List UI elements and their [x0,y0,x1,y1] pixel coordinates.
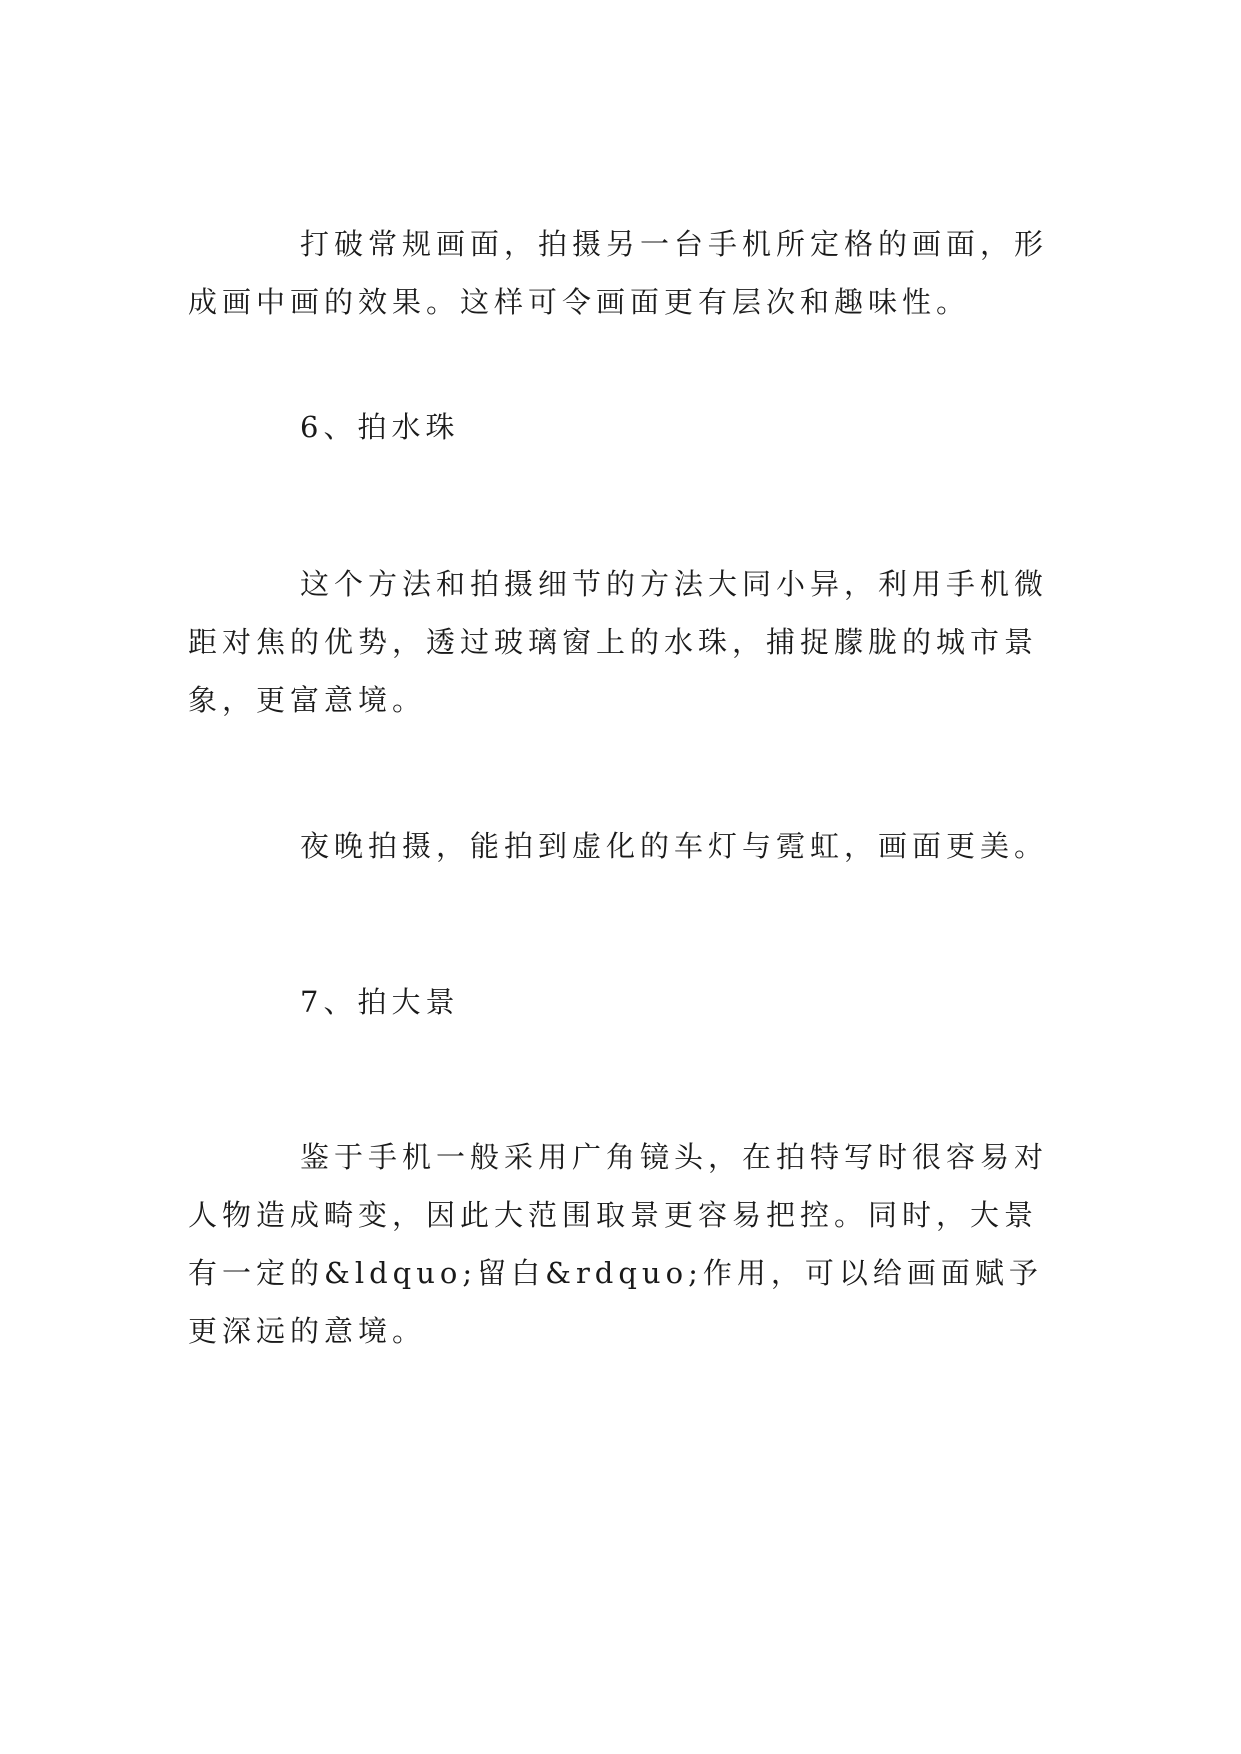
paragraph-picture-in-picture: 打破常规画面，拍摄另一台手机所定格的画面，形成画中画的效果。这样可令画面更有层次和趣味性。 [188,227,1049,319]
section-heading-landscape: 7、拍大景 [300,985,460,1019]
paragraph-landscape: 鉴于手机一般采用广角镜头，在拍特写时很容易对人物造成畸变，因此大范围取景更容易把控。同时，大景有一定的&ldquo;留白&rdquo;作用，可以给画面赋予更深远的意境。 [188,1140,1049,1348]
section-heading-water-drops: 6、拍水珠 [300,410,460,444]
paragraph-water-drops: 这个方法和拍摄细节的方法大同小异，利用手机微距对焦的优势，透过玻璃窗上的水珠，捕捉朦胧的城市景象，更富意境。 [188,567,1049,717]
paragraph-night-shooting: 夜晚拍摄，能拍到虚化的车灯与霓虹，画面更美。 [300,829,1049,863]
